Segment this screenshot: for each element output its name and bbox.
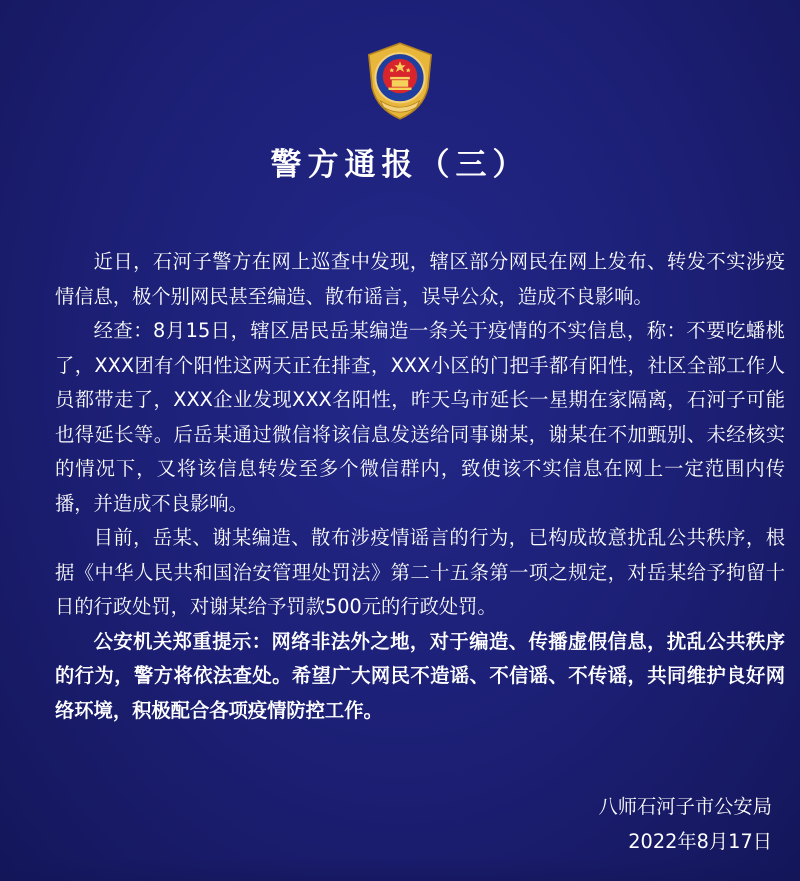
paragraph-investigation: 经查：8月15日，辖区居民岳某编造一条关于疫情的不实信息，称：不要吃蟠桃了，XXX团有个阳性这两天正在排查，XXX小区的门把手都有阳性，社区全部工作人员都带走了，XXX企业发现XXX名阳性，昨天乌市延长一星期在家隔离，石河子可能也得延长等。后岳某通过微信将该信息发送给同事谢某，谢某在不加甄别、未经核实的情况下，又将该信息转发至多个微信群内，致使该不实信息在网上一定范围内传播，并造成不良影响。: [55, 319, 785, 515]
bottom-fade: [0, 857, 800, 881]
paragraph-warning: 公安机关郑重提示：网络非法外之地，对于编造、传播虚假信息，扰乱公共秩序的行为，警方将依法查处。希望广大网民不造谣、不信谣、不传谣，共同维护良好网络环境，积极配合各项疫情防控工作。: [55, 629, 785, 722]
police-emblem-icon: [359, 40, 441, 122]
page-title: 警方通报（三）: [270, 147, 530, 183]
signature-block: [598, 790, 772, 859]
paragraph-intro: 近日，石河子警方在网上巡查中发现，辖区部分网民在网上发布、转发不实涉疫情信息，极个别网民甚至编造、散布谣言，误导公众，造成不良影响。: [55, 250, 785, 308]
paragraph-penalty: 目前，岳某、谢某编造、散布涉疫情谣言的行为，已构成故意扰乱公共秩序，根据《中华人民共和国治安管理处罚法》第二十五条第一项之规定，对岳某给予拘留十日的行政处罚，对谢某给予罚款500元的行政处罚。: [55, 526, 785, 618]
notice-body: [55, 245, 785, 728]
signature-date: 2022年8月17日: [628, 829, 772, 853]
signature-org: 八师石河子市公安局: [598, 795, 772, 818]
